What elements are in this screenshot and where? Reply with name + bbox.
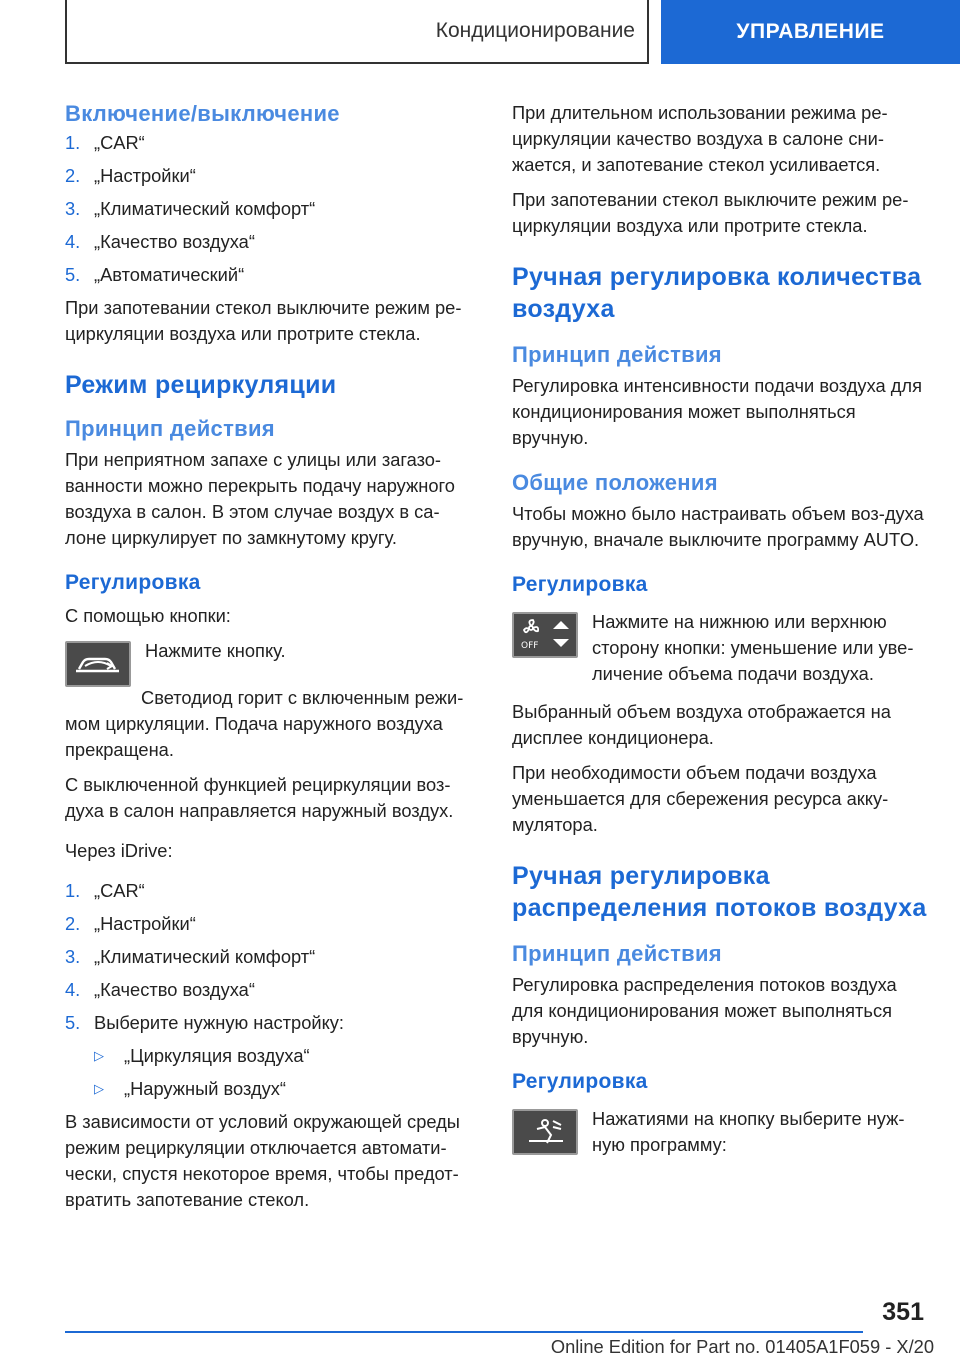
heading-control: Регулировка	[65, 571, 201, 594]
distribution-button-row	[512, 1106, 930, 1158]
list-item: 1. „CAR“	[65, 132, 145, 153]
list-item: 5. Выберите нужную настройку:	[65, 1012, 345, 1033]
chapter-tab: УПРАВЛЕНИЕ	[661, 0, 960, 64]
list-item: 3. „Климатический комфорт“	[65, 946, 316, 967]
fan-button-row	[512, 609, 930, 687]
paragraph: Нажмите кнопку.	[145, 640, 286, 661]
right-column	[512, 100, 930, 1158]
heading-on-off: Включение/выключение	[65, 101, 340, 126]
heading-principle: Принцип действия	[512, 941, 722, 966]
paragraph: Регулировка интенсивности подачи воздуха для кондиционирования может выполняться вручную.	[512, 375, 922, 448]
paragraph: В зависимости от условий окружающей среды режим рециркуляции отключается автомати-чески, спустя некоторое время, чтобы предот-вратить запотевание стекол.	[65, 1111, 460, 1210]
page-number: 351	[882, 1298, 924, 1326]
paragraph: Выбранный объем воздуха отображается на дисплее кондиционера.	[512, 701, 891, 748]
paragraph: С выключенной функцией рециркуляции воз-духа в салон направляется наружный воздух.	[65, 774, 454, 821]
paragraph: Чтобы можно было настраивать объем воз-духа вручную, вначале выключите программу AUTO.	[512, 503, 924, 550]
list-item: 4. „Качество воздуха“	[65, 231, 255, 252]
paragraph: При запотевании стекол выключите режим ре-циркуляции воздуха или протрите стекла.	[65, 297, 462, 344]
list-item: 2. „Настройки“	[65, 165, 196, 186]
left-column	[65, 100, 480, 1222]
heading-control: Регулировка	[512, 1070, 648, 1093]
section-title: Кондиционирование	[65, 0, 649, 64]
paragraph: С помощью кнопки:	[65, 605, 231, 626]
list-item: ▷ „Наружный воздух“	[94, 1076, 480, 1102]
footer-divider	[65, 1331, 863, 1333]
paragraph: При запотевании стекол выключите режим ре-циркуляции воздуха или протрите стекла.	[512, 189, 909, 236]
paragraph: Светодиод горит с включенным режи-мом циркуляции. Подача наружного воздуха прекращена.	[65, 687, 464, 760]
heading-principle: Принцип действия	[512, 342, 722, 367]
heading-manual-air-distribution: Ручная регулировка распределения потоков воздуха	[512, 862, 927, 922]
paragraph: Нажатиями на кнопку выберите нуж-ную программу:	[592, 1108, 905, 1155]
heading-recirculation: Режим рециркуляции	[65, 371, 337, 399]
triangle-bullet-icon: ▷	[94, 1081, 104, 1096]
triangle-bullet-icon: ▷	[94, 1048, 104, 1063]
onoff-steps	[65, 130, 480, 288]
air-distribution-button-icon	[512, 1109, 578, 1155]
paragraph: Нажмите на нижнюю или верхнюю сторону кнопки: уменьшение или уве-личение объема подачи воздуха.	[592, 611, 914, 684]
recirculation-button-icon	[65, 641, 131, 687]
list-item: 2. „Настройки“	[65, 913, 196, 934]
fan-icon-off-label: OFF	[521, 641, 539, 651]
edition-info: Online Edition for Part no. 01405A1F059 - X/20	[550, 1336, 934, 1357]
list-item: 5. „Автоматический“	[65, 264, 245, 285]
idrive-steps	[65, 878, 480, 1036]
settings-options	[65, 1043, 480, 1102]
paragraph: При неприятном запахе с улицы или загазо-ванности можно перекрыть подачу наружного воздуха в салон. В этом случае воздух в са-лоне циркулирует по замкнутому кругу.	[65, 449, 455, 548]
list-item: ▷ „Циркуляция воздуха“	[94, 1043, 480, 1069]
heading-general: Общие положения	[512, 470, 718, 495]
list-item: 4. „Качество воздуха“	[65, 979, 255, 1000]
fan-speed-button-icon	[512, 612, 578, 658]
heading-principle: Принцип действия	[65, 416, 275, 441]
page-header	[0, 0, 960, 68]
paragraph: Регулировка распределения потоков воздуха для кондиционирования может выполняться вручную.	[512, 974, 897, 1047]
heading-manual-air-amount: Ручная регулировка количества воздуха	[512, 263, 922, 323]
heading-control: Регулировка	[512, 573, 648, 596]
paragraph: При необходимости объем подачи воздуха уменьшается для сбережения ресурса акку-мулятора.	[512, 762, 889, 835]
recirc-button-row	[65, 638, 480, 687]
paragraph: Через iDrive:	[65, 840, 173, 861]
list-item: 1. „CAR“	[65, 880, 145, 901]
paragraph: При длительном использовании режима ре-циркуляции качество воздуха в салоне сни-жается, и запотевание стекол усиливается.	[512, 102, 888, 175]
list-item: 3. „Климатический комфорт“	[65, 198, 316, 219]
